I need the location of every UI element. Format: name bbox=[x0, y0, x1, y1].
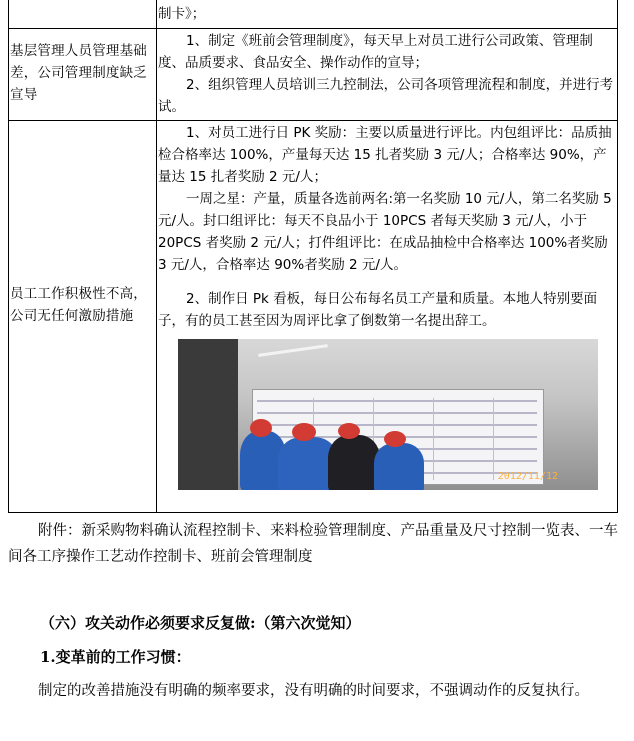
photo-dark-wall bbox=[178, 339, 238, 490]
photo-date-stamp: 2012/11/12 bbox=[497, 471, 558, 482]
worker-cap bbox=[250, 419, 272, 437]
table-cell-problem-motivation: 员工工作积极性不高，公司无任何激励措施 bbox=[10, 286, 147, 324]
table-column-divider bbox=[156, 0, 157, 512]
table-border-left bbox=[8, 0, 9, 512]
worker-figure bbox=[374, 443, 424, 490]
pk-board-photo bbox=[178, 339, 598, 490]
table-border-bottom bbox=[8, 512, 618, 513]
table-cell-measure-2: 2、组织管理人员培训三九控制法，公司各项管理流程和制度，并进行考试。 bbox=[158, 77, 614, 115]
table-cell-continuation: 制卡》； bbox=[158, 6, 206, 22]
table-cell-problem-management: 基层管理人员管理基础差，公司管理制度缺乏宣导 bbox=[10, 43, 147, 103]
table-cell-measure-1: 1、制定《班前会管理制度》，每天早上对员工进行公司政策、管理制度、品质要求、食品安全、操作动作的宣导； bbox=[158, 33, 593, 71]
section-title: （六）攻关动作必须要求反复做:（第六次觉知） bbox=[40, 614, 361, 632]
table-cell-pk-reward: 1、对员工进行日 PK 奖励：主要以质量进行评比。内包组评比：品质抽检合格率达 100%，产量每天达 15 扎者奖励 3 元/人；合格率达 90%，产量达 15 扎者奖励 2 元/人； bbox=[158, 125, 612, 185]
table-row-divider bbox=[8, 120, 618, 121]
worker-cap bbox=[338, 423, 360, 439]
attachment-note: 附件：新采购物料确认流程控制卡、来料检验管理制度、产品重量及尺寸控制一览表、一车间各工序操作工艺动作控制卡、班前会管理制度 bbox=[8, 523, 618, 565]
worker-figure bbox=[328, 435, 380, 490]
table-row-divider bbox=[8, 28, 618, 29]
worker-cap bbox=[384, 431, 406, 447]
table-cell-weekly-star: 一周之星：产量，质量各选前两名:第一名奖励 10 元/人，第二名奖励 5 元/人。封口组评比：每天不良品小于 10PCS 者每天奖励 3 元/人，小于 20PCS 者奖励 2 元/人；打件组评比：在成品抽检中合格率达 100%者奖励 3 元/人，合格率达 90%者奖励 2 元/人。 bbox=[158, 191, 612, 273]
sub-title: 1.变革前的工作习惯： bbox=[40, 648, 191, 666]
table-cell-pk-board: 2、制作日 Pk 看板，每日公布每名员工产量和质量。本地人特别要面子，有的员工甚至因为周评比拿了倒数第一名提出辞工。 bbox=[158, 291, 598, 329]
body-paragraph: 制定的改善措施没有明确的频率要求，没有明确的时间要求，不强调动作的反复执行。 bbox=[38, 683, 589, 699]
table-border-right bbox=[617, 0, 618, 512]
worker-cap bbox=[292, 423, 316, 441]
ceiling-fan-icon bbox=[258, 344, 328, 357]
